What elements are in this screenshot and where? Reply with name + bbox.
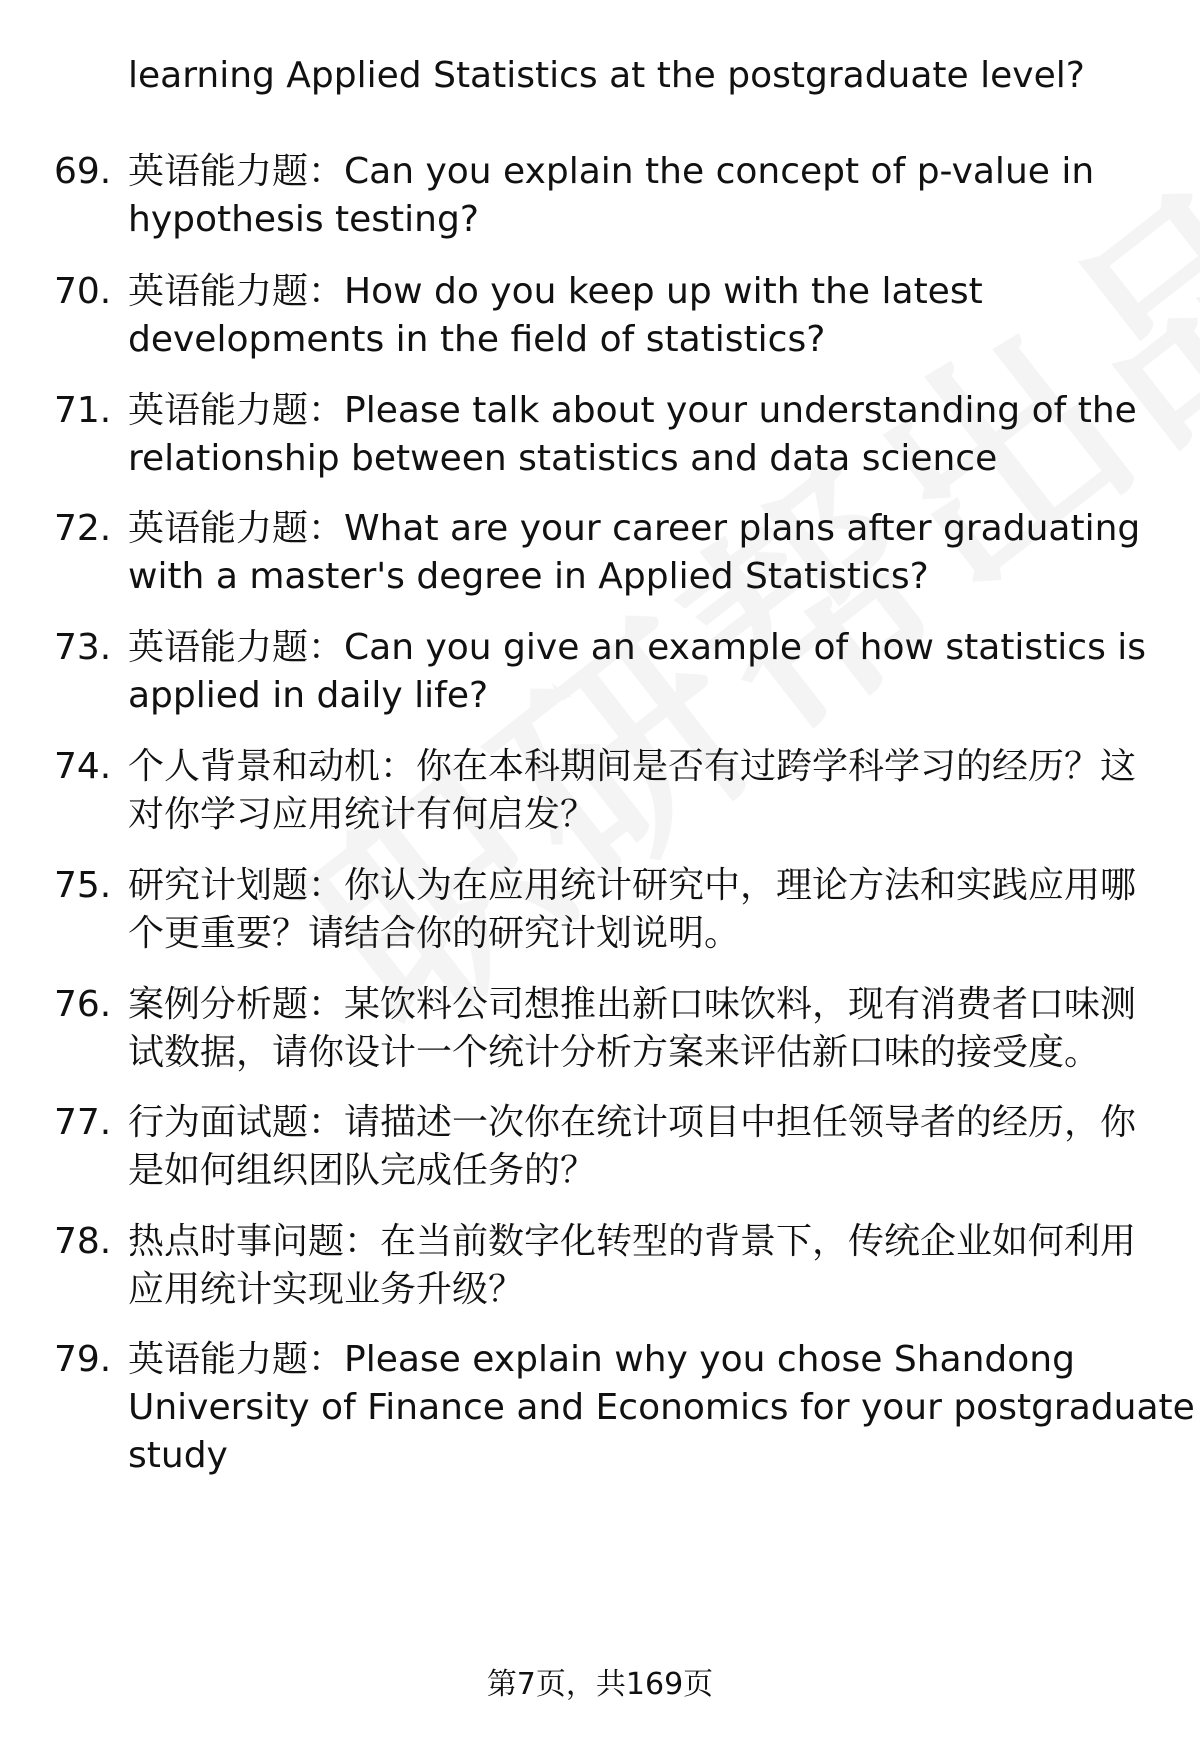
- question-text: [128, 743, 1158, 839]
- question-line: 行为面试题：请描述一次你在统计项目中担任领导者的经历，你: [128, 1102, 1137, 1143]
- question-number: 72.: [54, 508, 112, 549]
- question-number: 78.: [54, 1221, 112, 1262]
- question-text: [128, 981, 1158, 1077]
- question-line: 热点时事问题：在当前数字化转型的背景下，传统企业如何利用: [128, 1221, 1137, 1262]
- question-line: 个更重要？请结合你的研究计划说明。: [128, 913, 741, 954]
- question-line: 试数据，请你设计一个统计分析方案来评估新口味的接受度。: [128, 1032, 1101, 1073]
- question-line: developments in the field of statistics?: [128, 319, 826, 360]
- question-line: 个人背景和动机：你在本科期间是否有过跨学科学习的经历？这: [128, 746, 1137, 787]
- question-line: University of Finance and Economics for your postgraduate: [128, 1387, 1195, 1428]
- question-number: 75.: [54, 865, 112, 906]
- question-number: 74.: [54, 746, 112, 787]
- question-text: [128, 268, 1158, 364]
- question-number: 70.: [54, 271, 112, 312]
- question-number: 76.: [54, 984, 112, 1025]
- question-line: 英语能力题：What are your career plans after graduating: [128, 508, 1141, 549]
- question-line: applied in daily life?: [128, 675, 489, 716]
- question-line: hypothesis testing?: [128, 199, 479, 240]
- question-text: [128, 1218, 1158, 1314]
- page-footer: 第7页，共169页: [486, 1667, 714, 1702]
- question-text: [128, 1336, 1195, 1480]
- question-line: 英语能力题：Please talk about your understanding of the: [128, 390, 1137, 431]
- question-line: relationship between statistics and data science: [128, 438, 998, 479]
- question-text: [128, 1099, 1158, 1195]
- continuation-line: learning Applied Statistics at the postgraduate level?: [128, 55, 1085, 96]
- question-line: 英语能力题：Please explain why you chose Shandong: [128, 1339, 1075, 1380]
- question-line: 研究计划题：你认为在应用统计研究中，理论方法和实践应用哪: [128, 865, 1137, 906]
- question-line: 英语能力题：Can you explain the concept of p-value in: [128, 151, 1095, 192]
- question-number: 73.: [54, 627, 112, 668]
- question-text: [128, 624, 1158, 720]
- question-text: [128, 862, 1158, 958]
- question-line: 英语能力题：How do you keep up with the latest: [128, 271, 983, 312]
- question-text: [128, 148, 1158, 244]
- question-line: 案例分析题：某饮料公司想推出新口味饮料，现有消费者口味测: [128, 984, 1137, 1025]
- question-line: 对你学习应用统计有何启发？: [128, 794, 597, 835]
- question-number: 71.: [54, 390, 112, 431]
- question-line: 是如何组织团队完成任务的？: [128, 1150, 597, 1191]
- question-number: 77.: [54, 1102, 112, 1143]
- question-text: [128, 387, 1158, 483]
- question-number: 79.: [54, 1339, 112, 1380]
- question-line: with a master's degree in Applied Statistics?: [128, 556, 929, 597]
- question-line: study: [128, 1435, 228, 1476]
- question-text: [128, 505, 1158, 601]
- question-line: 英语能力题：Can you give an example of how statistics is: [128, 627, 1147, 668]
- question-number: 69.: [54, 151, 112, 192]
- question-line: 应用统计实现业务升级？: [128, 1269, 525, 1310]
